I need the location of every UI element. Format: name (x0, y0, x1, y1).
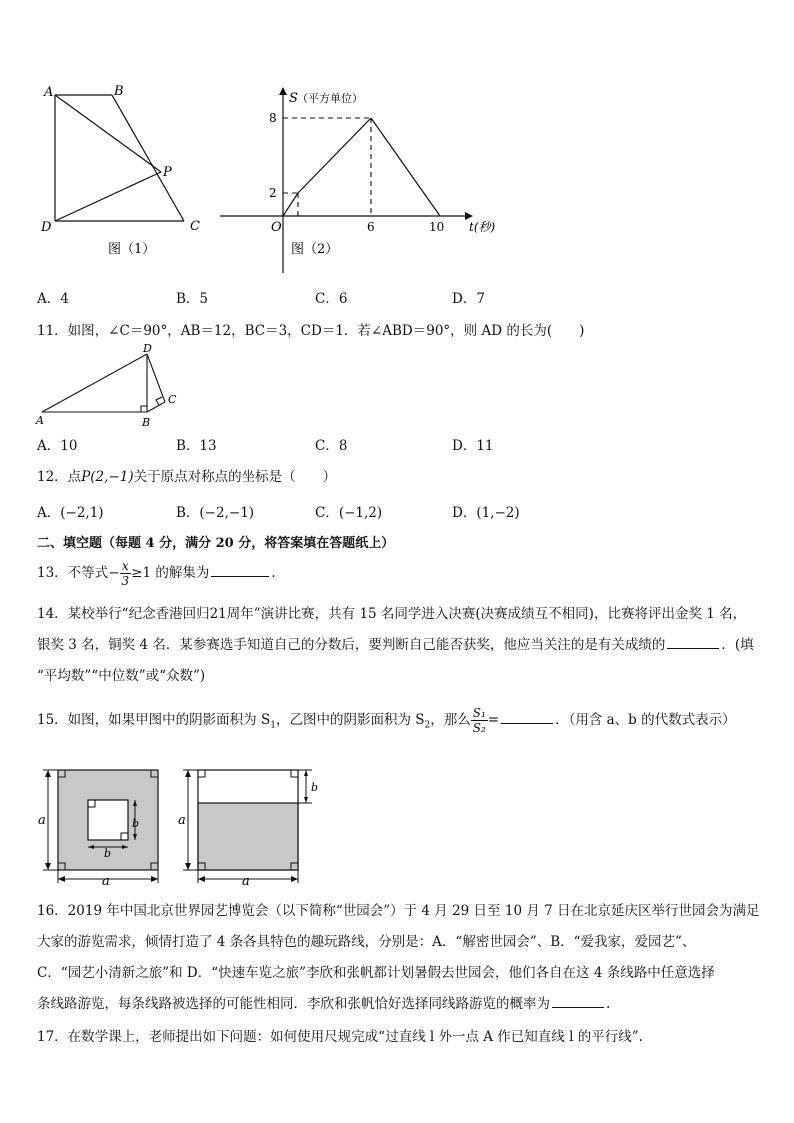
q11-option-d: D．11 (452, 438, 494, 454)
q15-frac-den: S₂ (472, 721, 486, 735)
q13-line: 13．不等式− $\frac{x}{3}$ ≥1 的解集为 . (37, 559, 276, 588)
q14-line1: 14．某校举行“纪念香港回归21周年”演讲比赛，共有 15 名同学进入决赛(决赛成绩互不相同)，比赛将评出金奖 1 名， (37, 606, 747, 622)
fig2-ytick-2: 2 (269, 186, 277, 200)
q17-line1: 17．在数学课上，老师提出如下问题：如何使用尺规完成“过直线 l 外一点 A 作已知直线 l 的平行线”. (37, 1029, 643, 1045)
q10-option-a: A．4 (37, 291, 69, 307)
q12-stem (37, 468, 336, 486)
q13-fraction (120, 559, 132, 588)
q12-option-b: B．(−2,−1) (176, 505, 255, 521)
q12-option-c: C．(−1,2) (315, 505, 383, 521)
q11-label-A: A (36, 414, 44, 427)
q11-figure (32, 340, 192, 430)
fig1-caption: 图（1） (108, 242, 156, 257)
q11-label-B: B (142, 416, 151, 429)
figure-2-graph (215, 85, 505, 275)
q11-option-a: A．10 (37, 438, 78, 454)
fig2-xtick-6: 6 (367, 220, 375, 234)
q16-line3: C．“园艺小清新之旅”和 D．“快速车览之旅”李欣和张帆都计划暑假去世园会，他们各自在这 4 条线路中任意选择 (37, 965, 715, 981)
q11-option-c: C．8 (315, 438, 348, 454)
q15-yi-label-a-bottom: a (242, 874, 250, 887)
q13-prefix: 13．不等式 (37, 565, 109, 581)
fig2-caption: 图（2） (291, 242, 339, 257)
q15-answer-blank[interactable] (501, 711, 553, 724)
q14-line2-text: 银奖 3 名，铜奖 4 名．某参赛选手知道自己的分数后，要判断自己能否获奖，他应当关注的是有关成绩的 (37, 637, 666, 653)
q15-sub1: 1 (270, 720, 276, 731)
q11-label-C: C (168, 393, 177, 406)
fig2-origin: O (271, 220, 282, 235)
q12-point: P(2,−1) (81, 469, 134, 485)
fig2-xtick-10: 10 (429, 220, 445, 234)
q15-frac-num: S₁ (472, 706, 486, 720)
q14-line2-end: ．(填 (721, 637, 754, 653)
q15-jia-label-a-bottom: a (102, 874, 110, 887)
fig1-label-A: A (44, 85, 54, 100)
q13-suffix: 的解集为 (155, 565, 210, 581)
fig1-label-B: B (114, 84, 124, 99)
fig2-x-label: t(秒) (469, 220, 496, 234)
q15-fraction (471, 706, 488, 735)
section-2-heading: 二、填空题（每题 4 分，满分 20 分，将答案填在答题纸上） (37, 536, 395, 551)
q15-jia-label-b-right: b (132, 817, 140, 830)
fig2-y-unit: （平方单位） (297, 92, 363, 105)
q16-line4-text: 条线路游览，每条线路被选择的可能性相同．李欣和张帆恰好选择同线路游览的概率为 (37, 996, 550, 1012)
figure-1 (30, 80, 220, 265)
q15-yi-label-b: b (311, 781, 319, 794)
q12-option-d: D．(1,−2) (452, 505, 520, 521)
q13-frac-den: 3 (121, 574, 130, 588)
q15-mid2: ，那么 (430, 712, 471, 728)
q11-stem: 11．如图，∠C＝90°，AB＝12，BC＝3，CD＝1．若∠ABD＝90°，则 AD 的长为( ) (37, 323, 585, 339)
q16-line1: 16．2019 年中国北京世界园艺博览会（以下简称“世园会”）于 4 月 29 日至 10 月 7 日在北京延庆区举行世园会为满足 (37, 903, 760, 919)
q13-answer-blank[interactable] (211, 564, 269, 577)
q16-line4-end: . (606, 996, 611, 1012)
q15-suffix: ．（用含 a、b 的代数式表示） (555, 712, 736, 728)
fig2-y-label: S (289, 91, 298, 106)
q12-stem-prefix: 12．点 (37, 469, 82, 485)
q13-ineq: ≥1 (131, 565, 152, 581)
q15-eq: = (487, 712, 500, 728)
q15-sub2: 2 (424, 720, 431, 731)
q15-mid: ，乙图中的阴影面积为 S (275, 712, 425, 728)
q15-figure-jia (38, 765, 178, 887)
q15-figure-yi (178, 765, 328, 887)
q10-option-d: D．7 (452, 291, 485, 307)
fig1-label-C: C (190, 219, 200, 234)
q14-line2 (37, 636, 754, 654)
fig1-label-P: P (163, 165, 172, 180)
q11-label-D: D (143, 342, 152, 355)
fig1-label-D: D (41, 220, 52, 235)
q15-prefix: 15．如图，如果甲图中的阴影面积为 S (37, 712, 271, 728)
q15-yi-label-a-left: a (178, 813, 186, 828)
fig2-ytick-8: 8 (269, 111, 277, 125)
q13-frac-num: x (120, 559, 132, 574)
q15-jia-label-b-bottom: b (104, 847, 112, 860)
q11-option-b: B．13 (176, 438, 217, 454)
q12-stem-suffix: 关于原点对称点的坐标是（ ） (133, 469, 337, 485)
q15-jia-label-a-left: a (38, 813, 46, 828)
q14-answer-blank[interactable] (667, 636, 719, 649)
q15-line (37, 700, 736, 746)
q16-answer-blank[interactable] (552, 995, 604, 1008)
q14-line3: “平均数”“中位数”或“众数”) (37, 668, 206, 684)
q12-option-a: A．(−2,1) (37, 505, 104, 521)
q10-option-c: C．6 (315, 291, 348, 307)
q16-line4 (37, 995, 610, 1013)
q10-option-b: B．5 (176, 291, 209, 307)
q13-end: . (271, 565, 276, 581)
q16-line2: 大家的游览需求，倾情打造了 4 条各具特色的趣玩路线，分别是：A．“解密世园会”、B．“爱我家，爱园艺”、 (37, 934, 696, 950)
